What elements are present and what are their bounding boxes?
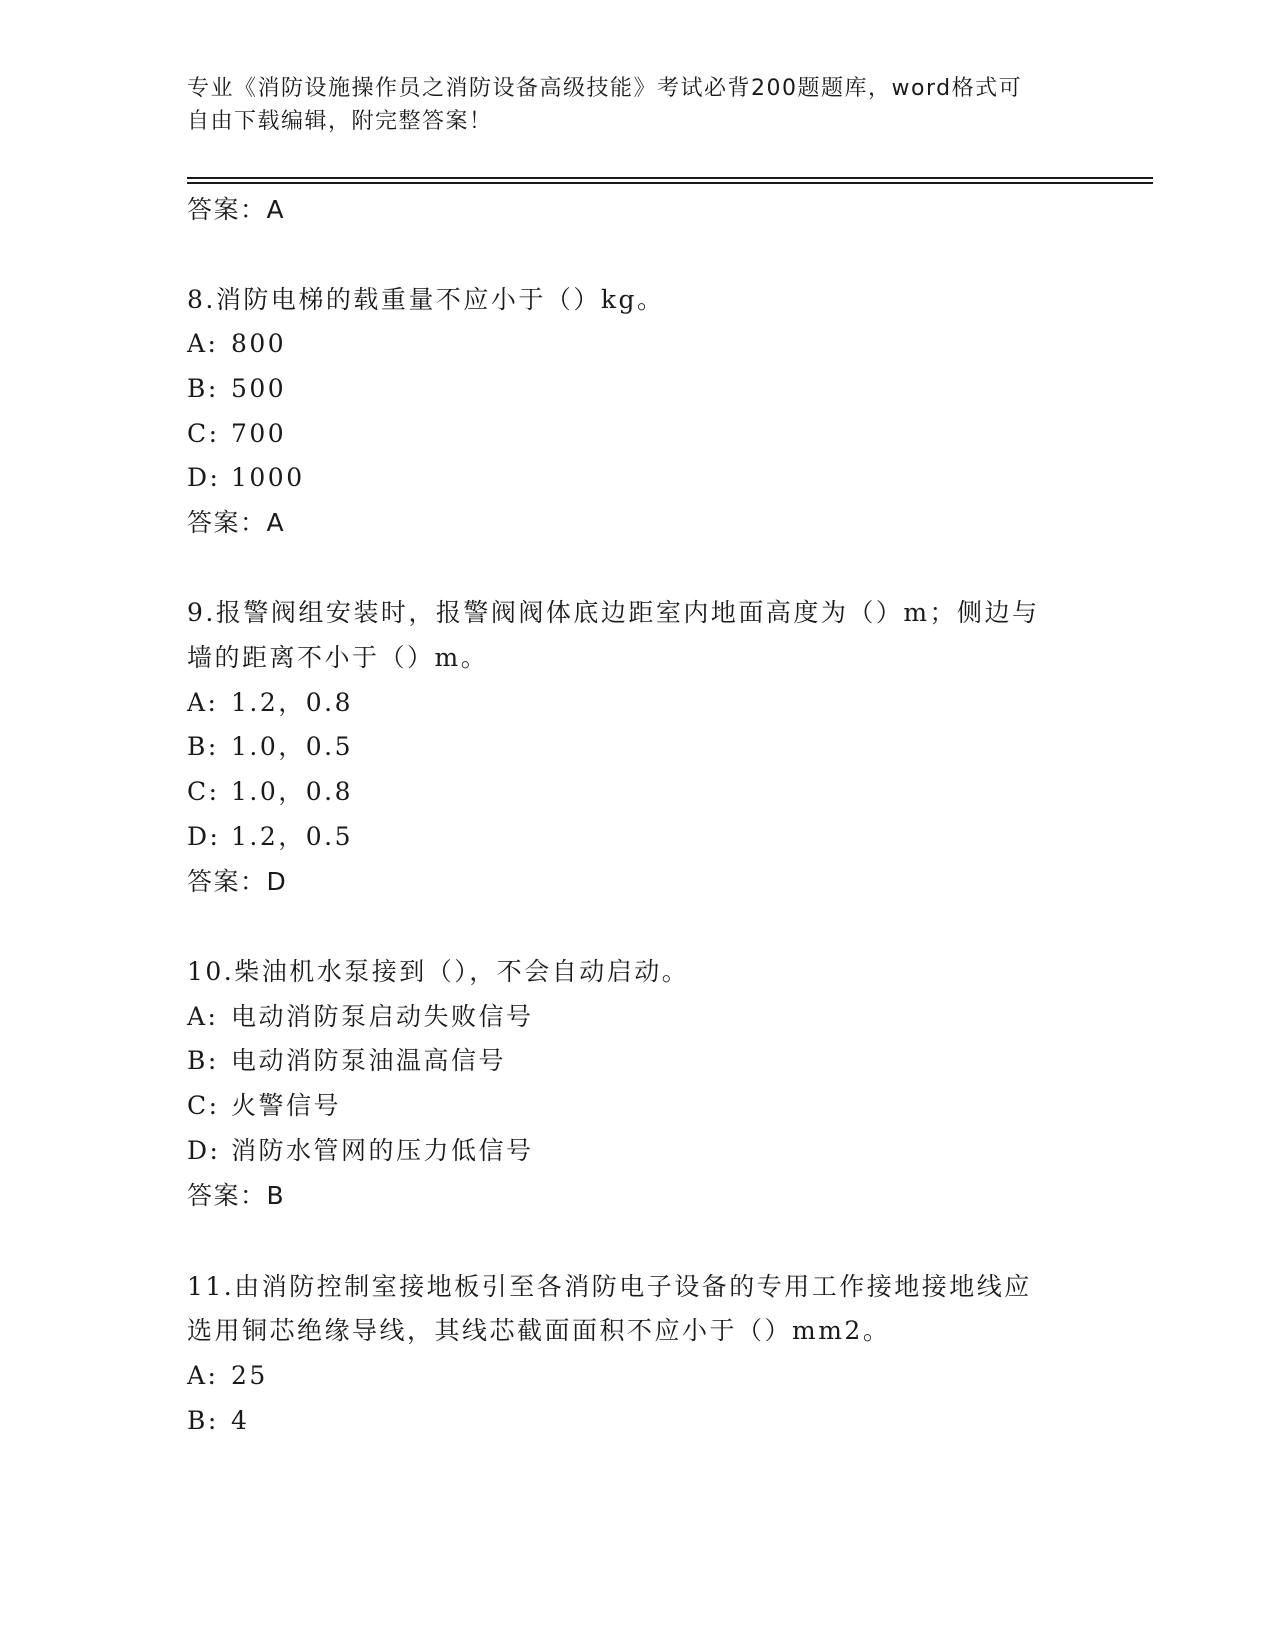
option-label: B:	[187, 374, 219, 403]
option-label: C:	[187, 1091, 220, 1120]
option-label: A:	[187, 688, 219, 717]
question-stem: 8.消防电梯的载重量不应小于（）kg。	[187, 285, 665, 314]
answer-line: 答案：A	[187, 195, 286, 224]
question-stem: 9.报警阀组安装时，报警阀阀体底边距室内地面高度为（）m；侧边与	[187, 598, 1040, 627]
option-text: 电动消防泵油温高信号	[231, 1046, 507, 1075]
option-text: 电动消防泵启动失败信号	[231, 1002, 534, 1031]
option-label: B:	[187, 732, 219, 761]
option-d	[187, 820, 353, 854]
option-a	[187, 1000, 534, 1034]
option-text: 1.2，0.8	[231, 688, 354, 717]
option-a	[187, 686, 353, 720]
document-header	[187, 72, 1087, 138]
header-line-1: 专业《消防设施操作员之消防设备高级技能》考试必背200题题库，word格式可	[187, 76, 1023, 101]
option-text: 1.2，0.5	[231, 822, 354, 851]
option-text: 25	[231, 1361, 268, 1390]
option-label: A:	[187, 1002, 219, 1031]
option-label: A:	[187, 1361, 219, 1390]
option-text: 1.0，0.5	[231, 732, 354, 761]
answer-line: 答案：D	[187, 867, 288, 896]
option-text: 700	[231, 419, 287, 448]
option-c	[187, 1089, 341, 1123]
option-c	[187, 417, 286, 451]
option-label: C:	[187, 777, 220, 806]
option-text: 500	[231, 374, 287, 403]
option-text: 火警信号	[231, 1091, 342, 1120]
option-b	[187, 1044, 506, 1078]
header-divider-bottom	[187, 182, 1153, 184]
option-b	[187, 372, 286, 406]
option-label: D:	[187, 1136, 221, 1165]
option-label: D:	[187, 822, 221, 851]
option-text: 1.0，0.8	[231, 777, 354, 806]
question-stem: 10.柴油机水泵接到（），不会自动启动。	[187, 957, 690, 986]
question-stem: 11.由消防控制室接地板引至各消防电子设备的专用工作接地接地线应	[187, 1272, 1032, 1301]
option-text: 800	[231, 329, 287, 358]
option-label: C:	[187, 419, 220, 448]
option-label: A:	[187, 329, 219, 358]
header-line-2: 自由下载编辑，附完整答案！	[187, 109, 493, 134]
option-c	[187, 775, 353, 809]
answer-line: 答案：B	[187, 1181, 286, 1210]
option-d	[187, 461, 305, 495]
option-a	[187, 327, 286, 361]
option-b	[187, 730, 353, 764]
option-b	[187, 1404, 249, 1438]
option-d	[187, 1134, 534, 1168]
option-text: 4	[231, 1406, 250, 1435]
answer-line: 答案：A	[187, 508, 286, 537]
option-a	[187, 1359, 268, 1393]
question-stem-continued: 墙的距离不小于（）m。	[187, 643, 489, 672]
option-label: D:	[187, 463, 221, 492]
header-divider-top	[187, 177, 1153, 179]
option-label: B:	[187, 1046, 219, 1075]
question-stem-continued: 选用铜芯绝缘导线，其线芯截面面积不应小于（）mm2。	[187, 1316, 891, 1345]
option-text: 1000	[231, 463, 305, 492]
option-label: B:	[187, 1406, 219, 1435]
option-text: 消防水管网的压力低信号	[231, 1136, 534, 1165]
